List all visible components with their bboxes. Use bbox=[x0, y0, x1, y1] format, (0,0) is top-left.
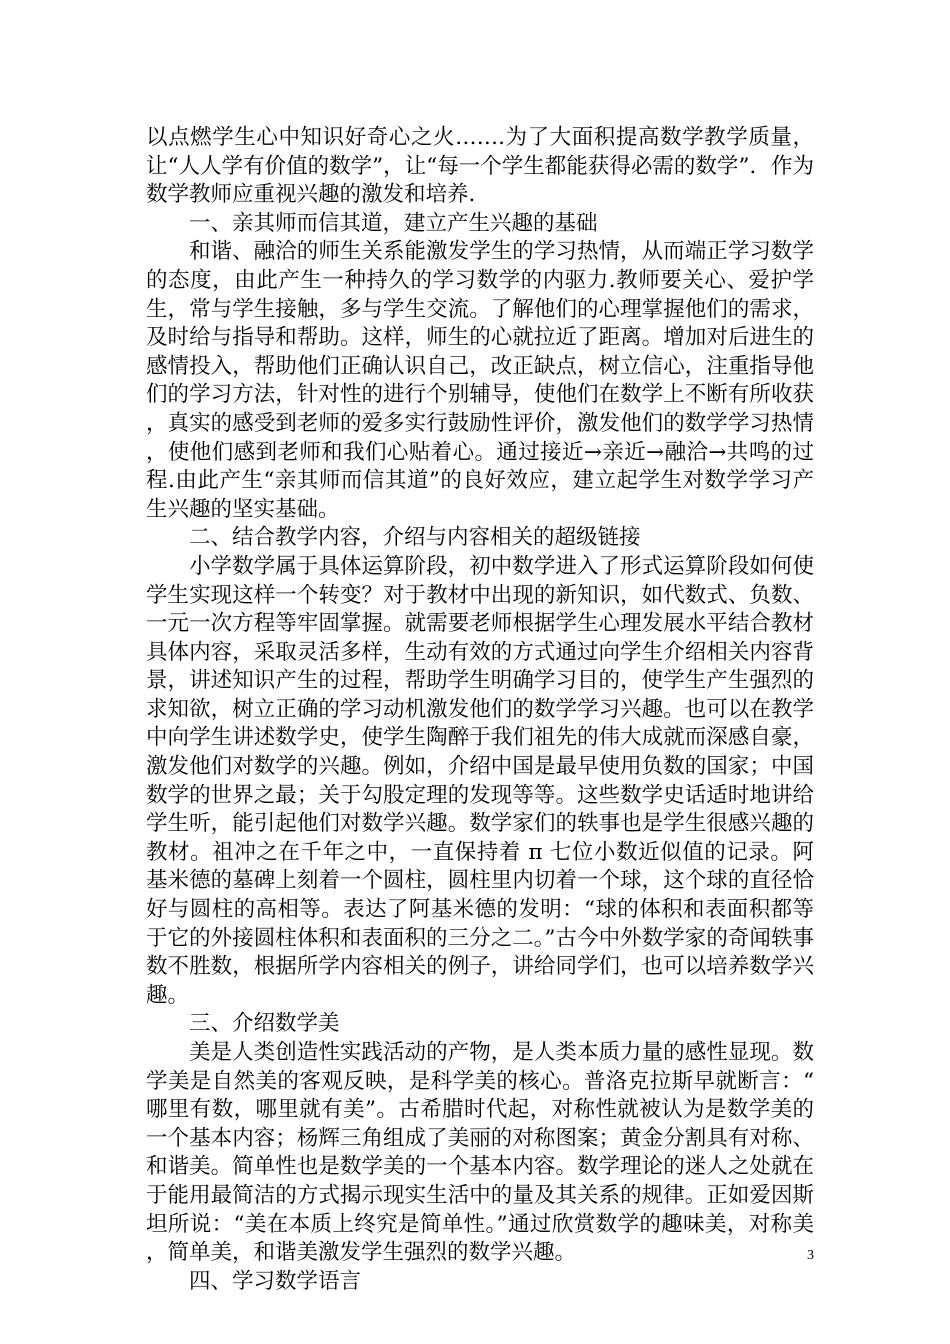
section-heading-4: 四、学习数学语言 bbox=[189, 1268, 362, 1294]
body-text bbox=[146, 124, 814, 1296]
paragraph-section-3: 美是人类创造性实践活动的产物，是人类本质力量的感性显现。数学美是自然美的客观反映，是科学美的核心。普洛克拉斯早就断言：“哪里有数，哪里就有美”。古希腊时代起，对称性就被认为是数学美的一个基本内容；杨辉三角组成了美丽的对称图案；黄金分割具有对称、和谐美。简单性也是数学美的一个基本内容。数学理论的迷人之处就在于能用最简洁的方式揭示现实生活中的量及其关系的规律。正如爱因斯坦所说：“美在本质上终究是简单性。”通过欣赏数学的趣味美，对称美，简单美，和谐美激发学生强烈的数学兴趣。 bbox=[146, 1040, 814, 1266]
section-heading-3: 三、介绍数学美 bbox=[189, 1011, 340, 1037]
section-heading-1: 一、亲其师而信其道，建立产生兴趣的基础 bbox=[189, 210, 598, 236]
page-number: 3 bbox=[807, 1248, 814, 1263]
section-heading-2: 二、结合教学内容，介绍与内容相关的超级链接 bbox=[189, 525, 641, 551]
paragraph-section-2: 小学数学属于具体运算阶段，初中数学进入了形式运算阶段如何使学生实现这样一个转变？对于教材中出现的新知识，如代数式、负数、一元一次方程等牢固掌握。就需要老师根据学生心理发展水平结合教材具体内容，采取灵活多样，生动有效的方式通过向学生介绍相关内容背景，讲述知识产生的过程，帮助学生明确学习目的，使学生产生强烈的求知欲，树立正确的学习动机激发他们的数学学习兴趣。也可以在教学中向学生讲述数学史，使学生陶醉于我们祖先的伟大成就而深感自豪，激发他们对数学的兴趣。例如，介绍中国是最早使用负数的国家；中国数学的世界之最；关于勾股定理的发现等等。这些数学史话适时地讲给学生听，能引起他们对数学兴趣。数学家们的轶事也是学生很感兴趣的教材。祖冲之在千年之中，一直保持着 π 七位小数近似值的记录。阿基米德的墓碑上刻着一个圆柱，圆柱里内切着一个球，这个球的直径恰好与圆柱的高相等。表达了阿基米德的发明：“球的体积和表面积都等于它的外接圆柱体积和表面积的三分之二。”古今中外数学家的奇闻轶事数不胜数，根据所学内容相关的例子，讲给同学们，也可以培养数学兴趣。 bbox=[146, 553, 814, 1008]
paragraph-section-1: 和谐、融洽的师生关系能激发学生的学习热情，从而端正学习数学的态度，由此产生一种持久的学习数学的内驱力.教师要关心、爱护学生，常与学生接触，多与学生交流。了解他们的心理掌握他们的需求，及时给与指导和帮助。这样，师生的心就拉近了距离。增加对后进生的感情投入，帮助他们正确认识自己，改正缺点，树立信心，注重指导他们的学习方法，针对性的进行个别辅导，使他们在数学上不断有所收获，真实的感受到老师的爱多实行鼓励性评价，激发他们的数学学习热情，使他们感到老师和我们心贴着心。通过接近→亲近→融洽→共鸣的过程.由此产生“亲其师而信其道”的良好效应，建立起学生对数学学习产生兴趣的坚实基础。 bbox=[146, 239, 814, 522]
paragraph-intro: 以点燃学生心中知识好奇心之火…….为了大面积提高数学教学质量，让“人人学有价值的数学”，让“每一个学生都能获得必需的数学”．作为数学教师应重视兴趣的激发和培养. bbox=[146, 125, 814, 208]
